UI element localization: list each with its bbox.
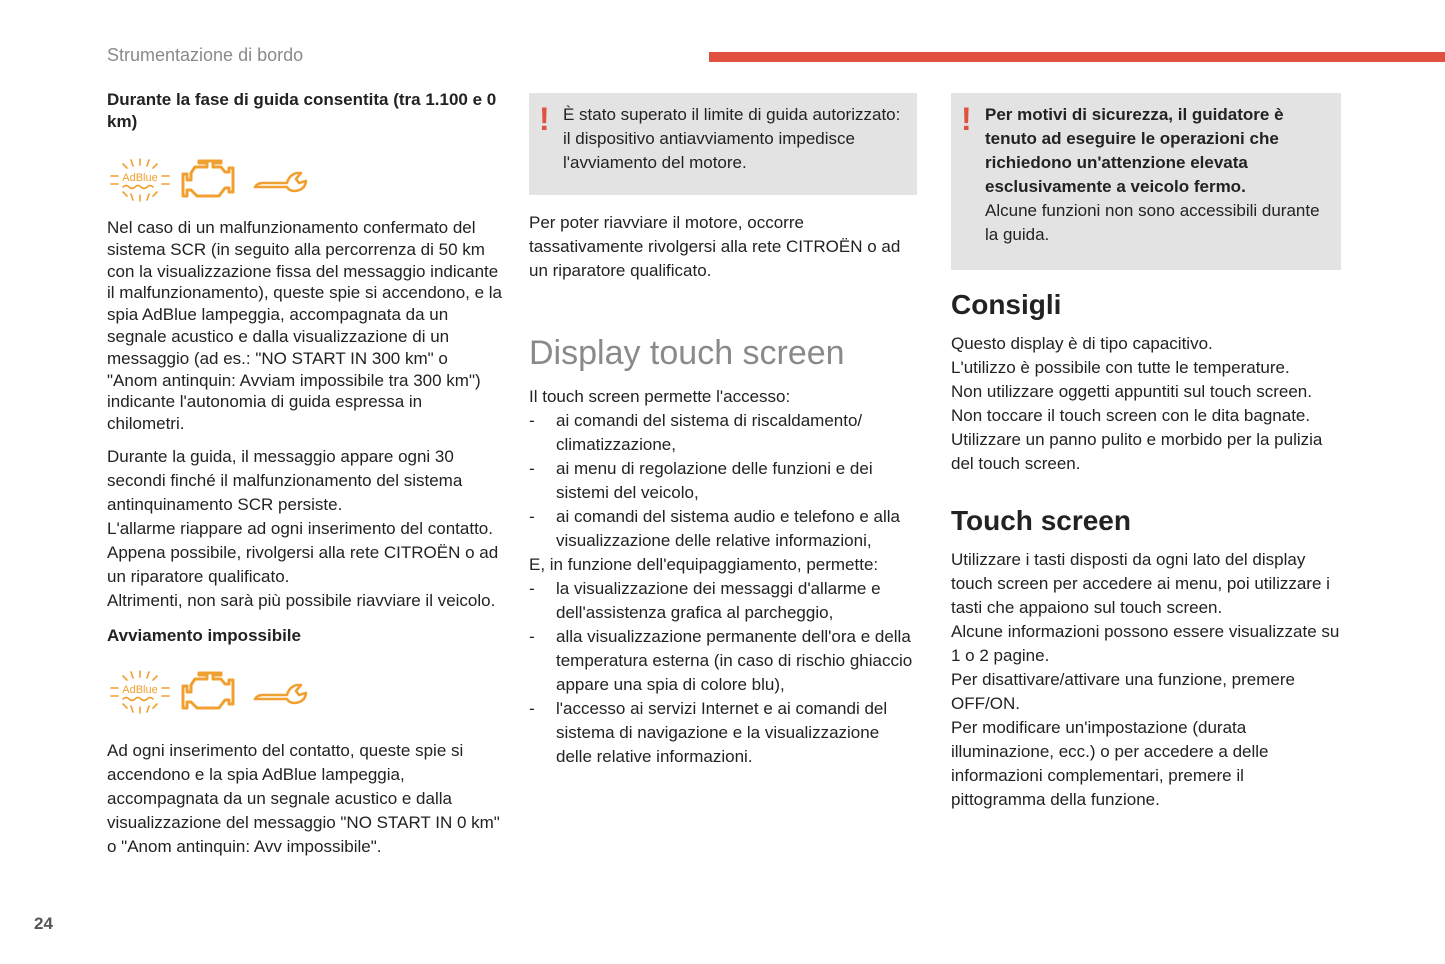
engine-warning-icon — [181, 669, 243, 715]
section-title-consigli: Consigli — [951, 289, 1062, 320]
paragraph-touch: Per modificare un'impostazione (durata illuminazione, ecc.) o per accedere a delle informazioni complementari, premere il pittogramma della funzione. — [951, 718, 1269, 809]
list-item: - alla visualizzazione permanente dell'ora e della temperatura esterna (in caso di rischio ghiaccio appare una spia di colore blu), — [529, 625, 917, 697]
adblue-warning-icon — [107, 157, 173, 203]
column-left — [107, 89, 502, 859]
paragraph-consigli: Questo display è di tipo capacitivo. — [951, 334, 1213, 353]
paragraph-consigli: Non utilizzare oggetti appuntiti sul touch screen. — [951, 382, 1312, 401]
header-accent-bar — [709, 52, 1445, 62]
section-title-touch-screen: Touch screen — [951, 505, 1131, 536]
service-wrench-icon — [251, 157, 309, 203]
warning-exclamation-icon: ! — [539, 101, 550, 137]
paragraph-start-impossible: Ad ogni inserimento del contatto, queste spie si accendono e la spia AdBlue lampeggia, accompagnata da un segnale acustico e dalla visualizzazione del messaggio "NO START IN 0 km" o "Anom antinquin: Avv impossibile". — [107, 740, 500, 856]
paragraph-alarm-reappears: L'allarme riappare ad ogni inserimento del contatto. — [107, 518, 493, 538]
list-touch-access — [529, 409, 917, 553]
warning-text-safety-bold: Per motivi di sicurezza, il guidatore è tenuto ad eseguire le operazioni che richiedono un'attenzione elevata esclusivamente a veicolo fermo. — [985, 105, 1284, 196]
paragraph-consigli: Non toccare il touch screen con le dita bagnate. — [951, 406, 1311, 425]
list-item: - ai comandi del sistema di riscaldamento/ climatizzazione, — [529, 409, 917, 457]
paragraph-consigli: L'utilizzo è possibile con tutte le temperature. — [951, 358, 1290, 377]
list-item: - ai menu di regolazione delle funzioni e dei sistemi del veicolo, — [529, 457, 917, 505]
warning-text-limit: È stato superato il limite di guida autorizzato: il dispositivo antiavviamento impedisce l'avviamento del motore. — [563, 105, 901, 172]
warning-icons-row-2 — [107, 669, 502, 715]
warning-box-safety — [951, 93, 1341, 270]
list-item: - la visualizzazione dei messaggi d'allarme e dell'assistenza grafica al parcheggio, — [529, 577, 917, 625]
warning-text-functions: Alcune funzioni non sono accessibili durante la guida. — [985, 201, 1320, 244]
paragraph-consigli: Utilizzare un panno pulito e morbido per la pulizia del touch screen. — [951, 430, 1323, 473]
column-right — [951, 93, 1341, 812]
engine-warning-icon — [181, 157, 243, 203]
adblue-warning-icon — [107, 669, 173, 715]
paragraph-touch-access-intro: Il touch screen permette l'accesso: — [529, 387, 791, 406]
paragraph-equipment-intro: E, in funzione dell'equipaggiamento, permette: — [529, 555, 879, 574]
svg-text:AdBlue: AdBlue — [122, 172, 158, 184]
warning-exclamation-icon: ! — [961, 101, 972, 137]
paragraph-message-interval: Durante la guida, il messaggio appare ogni 30 secondi finché il malfunzionamento del sistema antinquinamento SCR persiste. — [107, 446, 463, 514]
paragraph-touch: Utilizzare i tasti disposti da ogni lato del display touch screen per accedere ai menu, poi utilizzare i tasti che appaiono sul touch screen. — [951, 550, 1330, 617]
touch-screen-text — [951, 548, 1341, 812]
warning-icons-row-1 — [107, 157, 502, 203]
paragraph-touch: Per disattivare/attivare una funzione, premere OFF/ON. — [951, 670, 1295, 713]
subheading-driving-allowed: Durante la fase di guida consentita (tra 1.100 e 0 km) — [107, 90, 497, 131]
list-item: - l'accesso ai servizi Internet e ai comandi del sistema di navigazione e la visualizzazione delle relative informazioni. — [529, 697, 917, 769]
service-wrench-icon — [251, 669, 309, 715]
paragraph-restart-engine: Per poter riavviare il motore, occorre tassativamente rivolgersi alla rete CITROËN o ad un riparatore qualificato. — [529, 213, 901, 280]
page-number: 24 — [34, 914, 53, 933]
warning-box-limit-exceeded — [529, 93, 917, 195]
paragraph-contact-network: Appena possibile, rivolgersi alla rete CITROËN o ad un riparatore qualificato. — [107, 542, 499, 586]
list-item: - ai comandi del sistema audio e telefono e alla visualizzazione delle relative informazioni, — [529, 505, 917, 553]
consigli-text — [951, 332, 1341, 476]
paragraph-no-restart: Altrimenti, non sarà più possibile riavviare il veicolo. — [107, 590, 496, 610]
subheading-start-impossible: Avviamento impossibile — [107, 625, 301, 645]
list-equipment-features — [529, 577, 917, 769]
section-title-display-touch: Display touch screen — [529, 334, 845, 372]
column-middle — [529, 93, 917, 769]
section-header-title: Strumentazione di bordo — [107, 45, 304, 65]
paragraph-scr-malfunction: Nel caso di un malfunzionamento confermato del sistema SCR (in seguito alla percorrenza di 50 km con la visualizzazione fissa del messaggio indicante il malfunzionamento), queste spie si accendono, e la spia AdBlue lampeggia, accompagnata da un segnale acustico e dalla visualizzazione di un messaggio (ad es.: "NO START IN 300 km" o "Anom antinquin: Avviam impossibile tra 300 km") indicante l'autonomia di guida espressa in chilometri. — [107, 218, 503, 434]
paragraph-touch: Alcune informazioni possono essere visualizzate su 1 o 2 pagine. — [951, 622, 1340, 665]
svg-text:AdBlue: AdBlue — [122, 683, 158, 696]
